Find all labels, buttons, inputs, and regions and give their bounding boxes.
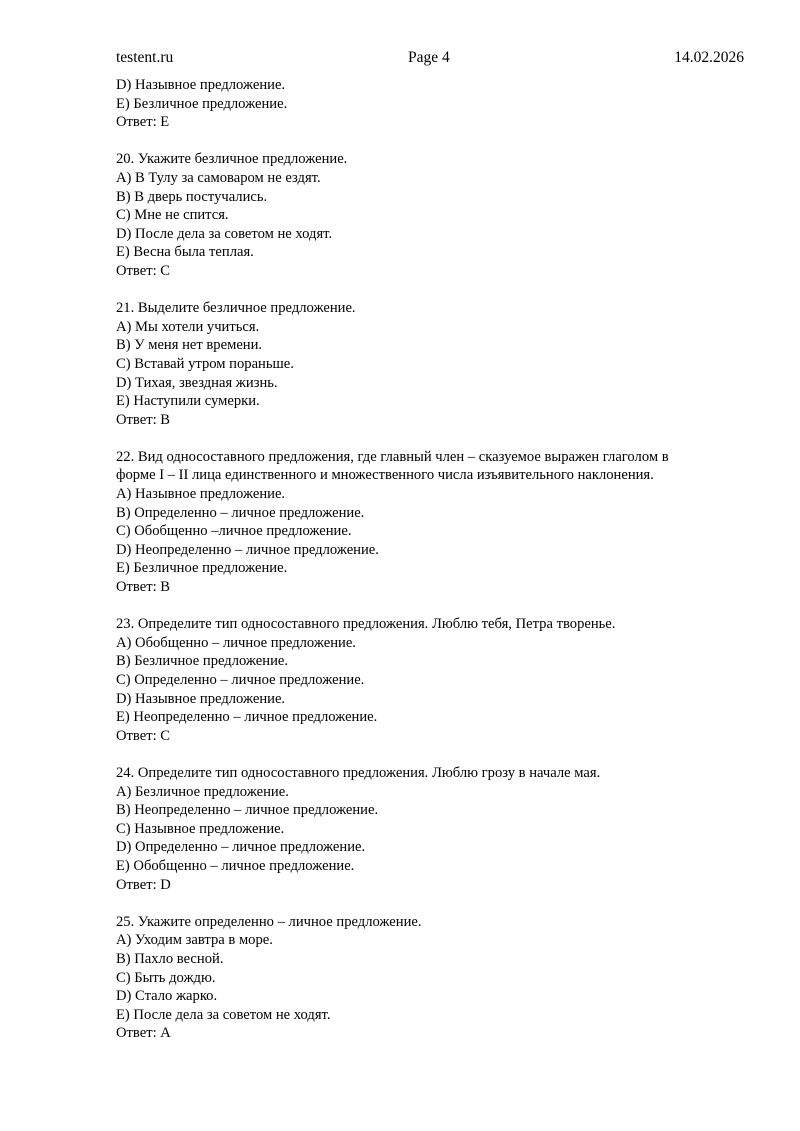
question-text: 25. Укажите определенно – личное предложение. — [116, 913, 422, 930]
answer-value: C — [160, 727, 171, 744]
answer-label: Ответ: — [116, 411, 157, 428]
question-block-22 — [116, 448, 746, 597]
option-e: E) Весна была теплая. — [116, 244, 254, 261]
answer-value: C — [160, 262, 171, 279]
question-block-23 — [116, 615, 746, 745]
question-text-line-1: 22. Вид односоставного предложения, где главный член – сказуемое выражен глаголом в — [116, 448, 669, 465]
answer-label: Ответ: — [116, 114, 157, 131]
document-body — [116, 76, 746, 1043]
answer-label: Ответ: — [116, 579, 157, 596]
question-text: 21. Выделите безличное предложение. — [116, 300, 356, 317]
question-block-20 — [116, 150, 746, 280]
option-d: D) Назывное предложение. — [116, 690, 286, 707]
answer-label: Ответ: — [116, 727, 157, 744]
option-c: C) Назывное предложение. — [116, 820, 285, 837]
option-a: A) Безличное предложение. — [116, 783, 289, 800]
option-c: C) Определенно – личное предложение. — [116, 672, 365, 688]
page-number: Page 4 — [408, 49, 450, 66]
page-header — [116, 48, 744, 68]
question-text-line-2: форме I – II лица единственного и множественного числа изъявительного наклонения. — [116, 467, 654, 484]
answer-line — [116, 411, 746, 430]
option-d: D) Стало жарко. — [116, 988, 218, 1005]
option-c: C) Быть дождю. — [116, 969, 216, 986]
answer-line — [116, 578, 746, 597]
answer-value: B — [160, 411, 171, 428]
option-d: D) Назывное предложение. — [116, 77, 286, 93]
option-a: A) Мы хотели учиться. — [116, 318, 260, 335]
answer-label: Ответ: — [116, 262, 157, 279]
answer-line — [116, 876, 746, 895]
option-c: C) Вставай утром пораньше. — [116, 355, 294, 372]
question-block-25 — [116, 913, 746, 1043]
option-b: B) Пахло весной. — [116, 950, 224, 967]
question-block-19-continued — [116, 76, 746, 132]
option-a: A) Уходим завтра в море. — [116, 932, 273, 949]
answer-value: E — [160, 114, 170, 131]
answer-label: Ответ: — [116, 1025, 157, 1042]
option-e: E) После дела за советом не ходят. — [116, 1006, 331, 1023]
answer-value: D — [160, 876, 171, 893]
option-e: E) Обобщенно – личное предложение. — [116, 857, 355, 874]
option-d: D) Определенно – личное предложение. — [116, 839, 366, 856]
answer-value: B — [160, 579, 171, 596]
answer-label: Ответ: — [116, 876, 157, 893]
print-date: 14.02.2026 — [674, 49, 744, 66]
option-b: B) В дверь постучались. — [116, 188, 268, 205]
question-block-24 — [116, 764, 746, 894]
option-d: D) Неопределенно – личное предложение. — [116, 541, 379, 558]
question-block-21 — [116, 299, 746, 429]
option-a: A) В Тулу за самоваром не ездят. — [116, 169, 321, 186]
option-b: B) Неопределенно – личное предложение. — [116, 802, 379, 819]
option-b: B) У меня нет времени. — [116, 337, 263, 354]
option-e: E) Наступили сумерки. — [116, 393, 260, 410]
question-text: 24. Определите тип односоставного предложения. Люблю грозу в начале мая. — [116, 764, 601, 781]
question-text: 20. Укажите безличное предложение. — [116, 151, 348, 168]
option-c: C) Обобщенно –личное предложение. — [116, 523, 352, 540]
option-d: D) Тихая, звездная жизнь. — [116, 374, 278, 391]
site-name: testent.ru — [116, 49, 174, 66]
option-e: E) Неопределенно – личное предложение. — [116, 709, 378, 726]
option-e: E) Безличное предложение. — [116, 560, 288, 577]
option-b: B) Безличное предложение. — [116, 653, 289, 670]
answer-line — [116, 113, 746, 132]
option-d: D) После дела за советом не ходят. — [116, 225, 333, 242]
question-text: 23. Определите тип односоставного предложения. Люблю тебя, Петра творенье. — [116, 616, 616, 633]
answer-line — [116, 262, 746, 281]
option-b: B) Определенно – личное предложение. — [116, 504, 365, 521]
answer-line — [116, 1024, 746, 1043]
answer-line — [116, 727, 746, 746]
option-a: A) Назывное предложение. — [116, 486, 286, 503]
answer-value: A — [160, 1025, 171, 1042]
option-e: E) Безличное предложение. — [116, 95, 288, 112]
option-c: C) Мне не спится. — [116, 207, 229, 224]
option-a: A) Обобщенно – личное предложение. — [116, 634, 356, 651]
